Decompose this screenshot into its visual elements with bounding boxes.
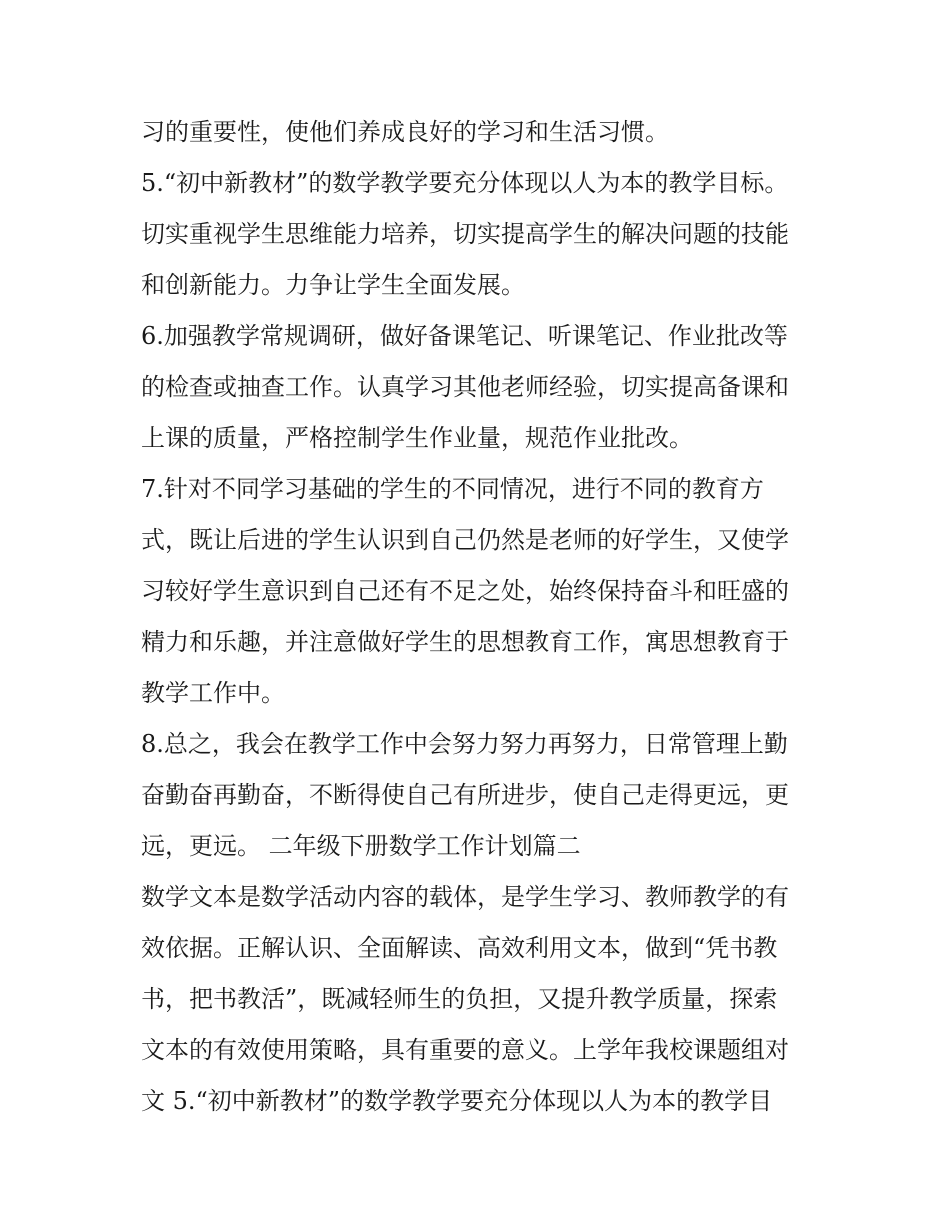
text-line: 7.针对不同学习基础的学生的不同情况，进行不同的教育方 <box>141 475 764 503</box>
text-line: 远，更远。 二年级下册数学工作计划篇二 <box>141 832 581 860</box>
text-line: 6.加强教学常规调研，做好备课笔记、听课笔记、作业批改等 <box>141 322 788 350</box>
text-line: 文 5.“初中新教材”的数学教学要充分体现以人为本的教学目 <box>141 1087 773 1115</box>
text-line: 切实重视学生思维能力培养，切实提高学生的解决问题的技能 <box>141 220 789 248</box>
text-line: 书，把书教活”，既减轻师生的负担，又提升教学质量，探索 <box>141 985 778 1013</box>
text-line: 数学文本是数学活动内容的载体，是学生学习、教师教学的有 <box>141 883 789 911</box>
text-line: 5.“初中新教材”的数学教学要充分体现以人为本的教学目标。 <box>141 169 789 197</box>
text-line: 的检查或抽查工作。认真学习其他老师经验，切实提高备课和 <box>141 373 789 401</box>
text-line: 文本的有效使用策略，具有重要的意义。上学年我校课题组对 <box>141 1036 789 1064</box>
text-line: 习的重要性，使他们养成良好的学习和生活习惯。 <box>141 118 669 146</box>
text-line: 奋勤奋再勤奋，不断得使自己有所进步，使自己走得更远，更 <box>141 781 789 809</box>
text-line: 式，既让后进的学生认识到自己仍然是老师的好学生，又使学 <box>141 526 789 554</box>
text-line: 教学工作中。 <box>141 679 285 707</box>
text-line: 和创新能力。力争让学生全面发展。 <box>141 271 525 299</box>
text-line: 习较好学生意识到自己还有不足之处，始终保持奋斗和旺盛的 <box>141 577 789 605</box>
text-line: 效依据。正解认识、全面解读、高效利用文本，做到“凭书教 <box>141 934 778 962</box>
text-line: 精力和乐趣，并注意做好学生的思想教育工作，寓思想教育于 <box>141 628 789 656</box>
text-line: 上课的质量，严格控制学生作业量，规范作业批改。 <box>141 424 693 452</box>
text-line: 8.总之，我会在教学工作中会努力努力再努力，日常管理上勤 <box>141 730 788 758</box>
document-body <box>141 107 816 1127</box>
